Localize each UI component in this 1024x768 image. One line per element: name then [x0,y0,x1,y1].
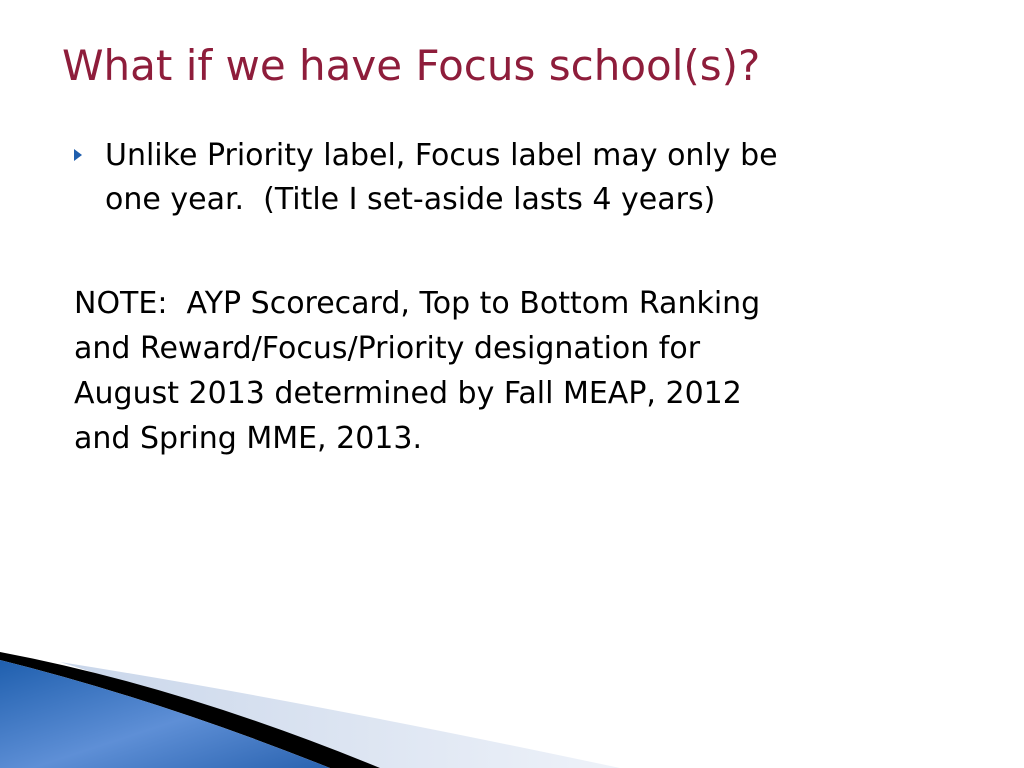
bullet-line: Unlike Priority label, Focus label may only be [105,138,778,173]
note-line: and Reward/Focus/Priority designation for [74,331,701,366]
note-line: August 2013 determined by Fall MEAP, 2012 [74,376,742,411]
bullet-line: one year. (Title I set-aside lasts 4 years) [105,182,716,217]
note-line: NOTE: AYP Scorecard, Top to Bottom Ranking [74,286,761,321]
note-line: and Spring MME, 2013. [74,421,423,456]
slide-title: What if we have Focus school(s)? [62,41,761,90]
